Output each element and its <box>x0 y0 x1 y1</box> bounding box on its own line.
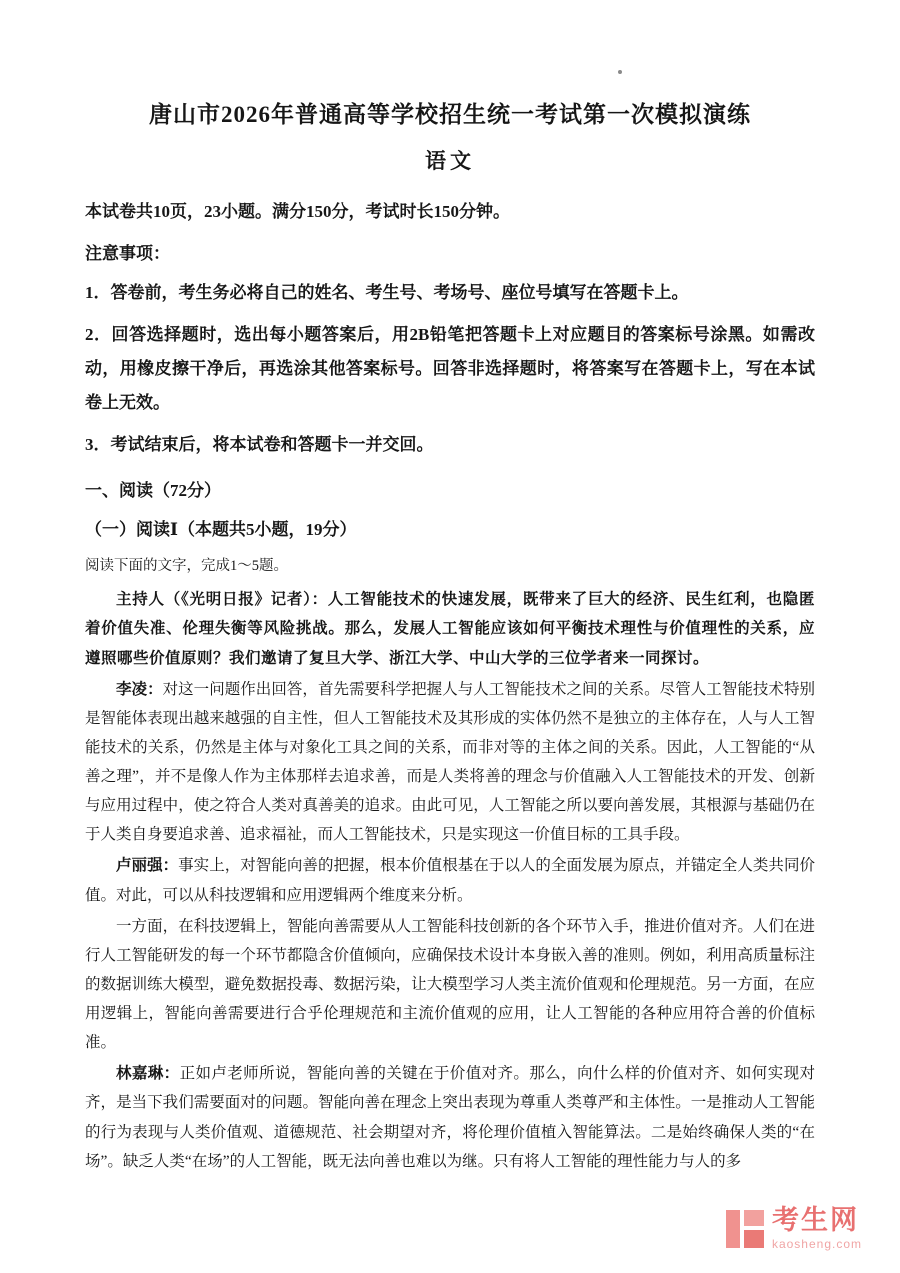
notice-item: 3．考试结束后，将本试卷和答题卡一并交回。 <box>85 435 434 455</box>
speaker-name: 卢丽强： <box>116 857 179 875</box>
watermark-site-domain: kaosheng.com <box>771 1236 862 1251</box>
discussion-paragraph: 林嘉琳：正如卢老师所说，智能向善的关键在于价值对齐。那么，向什么样的价值对齐、如何实现对齐，是当下我们需要面对的问题。智能向善在理念上突出表现为尊重人类尊严和主体性。一是推动人工智能的行为表现与人类价值观、道德规范、社会期望对齐，将伦理价值植入智能算法。二是始终确保人类的“在场”。缺乏人类“在场”的人工智能，既无法向善也难以为继。只有将人工智能的理性能力与人的多 <box>85 1065 815 1170</box>
exam-info-line: 本试卷共10页，23小题。满分150分，考试时长150分钟。 <box>85 202 510 221</box>
discussion-paragraph: 一方面，在科技逻辑上，智能向善需要从人工智能科技创新的各个环节入手，推进价值对齐。人们在进行人工智能研发的每一个环节都隐含价值倾向，应确保技术设计本身嵌入善的准则。例如，利用高质量标注的数据训练大模型，避免数据投毒、数据污染，让大模型学习人类主流价值观和伦理规范。另一方面，在应用逻辑上，智能向善需要进行合乎伦理规范和主流价值观的应用，让人工智能的各种应用符合善的价值标准。 <box>85 917 815 1052</box>
speaker-name: 林嘉琳： <box>116 1065 180 1083</box>
exam-title: 唐山市2026年普通高等学校招生统一考试第一次模拟演练 <box>149 102 751 127</box>
discussion <box>85 585 815 1176</box>
discussion-paragraph: 主持人（《光明日报》记者）：人工智能技术的快速发展，既带来了巨大的经济、民生红利，也隐匿着价值失准、伦理失衡等风险挑战。那么，发展人工智能应该如何平衡技术理性与价值理性的关系，应遵照哪些价值原则？我们邀请了复旦大学、浙江大学、中山大学的三位学者来一同探讨。 <box>85 591 815 667</box>
speaker-name: 主持人（《光明日报》记者）： <box>116 591 328 609</box>
discussion-paragraph: 李凌：对这一问题作出回答，首先需要科学把握人与人工智能技术之间的关系。尽管人工智能技术特别是智能体表现出越来越强的自主性，但人工智能技术及其形成的实体仍然不是独立的主体存在，人与人工智能技术的关系，仍然是主体与对象化工具之间的关系，而非对等的主体之间的关系。因此，人工智能的“从善之理”，并不是像人作为主体那样去追求善，而是人类将善的理念与价值融入人工智能技术的开发、创新与应用过程中，使之符合人类对真善美的追求。由此可见，人工智能之所以要向善发展，其根源与基础仍在于人类自身要追求善、追求福祉，而人工智能技术，只是实现这一价值目标的工具手段。 <box>85 680 815 844</box>
kaosheng-logo-text <box>772 1206 862 1251</box>
notice-item: 1．答卷前，考生务必将自己的姓名、考生号、考场号、座位号填写在答题卡上。 <box>85 283 689 303</box>
section-heading-reading: 一、阅读（72分） <box>85 481 221 501</box>
discussion-paragraph: 卢丽强：事实上，对智能向善的把握，根本价值根基在于以人的全面发展为原点，并锚定全人类共同价值。对此，可以从科技逻辑和应用逻辑两个维度来分析。 <box>85 857 815 904</box>
reading-instruction: 阅读下面的文字，完成1～5题。 <box>85 558 288 575</box>
notice-item: 2．回答选择题时，选出每小题答案后，用2B铅笔把答题卡上对应题目的答案标号涂黑。如需改动，用橡皮擦干净后，再选涂其他答案标号。回答非选择题时，将答案写在答题卡上，写在本试卷上无效。 <box>85 325 815 413</box>
notice-list <box>85 276 815 462</box>
exam-subject: 语文 <box>425 149 475 173</box>
site-watermark <box>726 1206 862 1251</box>
section-subheading-reading-1: （一）阅读Ⅰ（本题共5小题，19分） <box>85 520 357 540</box>
watermark-site-name: 考生网 <box>771 1205 859 1236</box>
kaosheng-logo-icon <box>726 1210 764 1248</box>
notice-heading: 注意事项： <box>85 244 170 264</box>
speaker-name: 李凌： <box>116 680 163 698</box>
scan-artifact-dot <box>618 70 622 74</box>
